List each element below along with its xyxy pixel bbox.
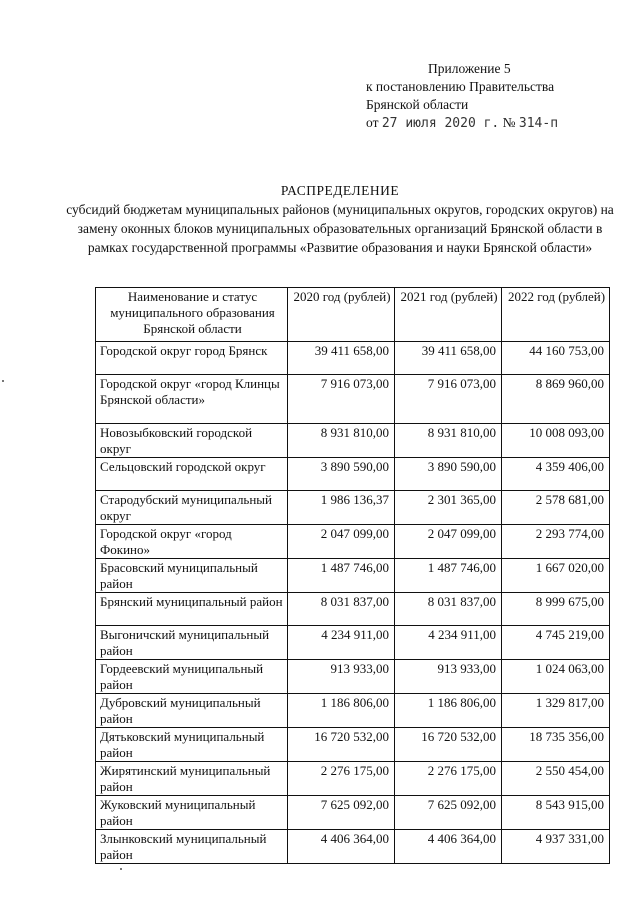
amount-2021-cell: 2 047 099,00: [395, 525, 502, 559]
amount-2021-cell: 7 916 073,00: [395, 375, 502, 424]
table-row: [96, 593, 610, 626]
amount-2020-cell: 7 916 073,00: [288, 375, 395, 424]
amount-2022-cell: 8 869 960,00: [502, 375, 610, 424]
municipality-name-cell: Дятьковский муниципальный район: [96, 728, 288, 762]
table-row: [96, 830, 610, 864]
amount-2022-cell: 18 735 356,00: [502, 728, 610, 762]
table-body: [96, 342, 610, 864]
municipality-name-cell: Гордеевский муниципальный район: [96, 660, 288, 694]
amount-2021-cell: 8 931 810,00: [395, 424, 502, 458]
number-value: 314-п: [518, 116, 559, 131]
amount-2021-cell: 16 720 532,00: [395, 728, 502, 762]
municipality-name-cell: Брасовский муниципальный район: [96, 559, 288, 593]
table-row: [96, 694, 610, 728]
amount-2022-cell: 4 745 219,00: [502, 626, 610, 660]
document-subtitle: субсидий бюджетам муниципальных районов (муниципальных округов, городских округов) на замену оконных блоков муниципальных образовательных организаций Брянской области в рамках государственной программы «Развитие образования и науки Брянской области»: [66, 202, 614, 255]
amount-2022-cell: 1 667 020,00: [502, 559, 610, 593]
table-row: [96, 424, 610, 458]
municipality-name-cell: Новозыбковский городской округ: [96, 424, 288, 458]
amount-2022-cell: 1 329 817,00: [502, 694, 610, 728]
number-sign: №: [502, 115, 516, 130]
amount-2022-cell: 2 550 454,00: [502, 762, 610, 796]
amount-2021-cell: 4 406 364,00: [395, 830, 502, 864]
column-header-2020: 2020 год (рублей): [288, 288, 395, 342]
amount-2021-cell: 3 890 590,00: [395, 458, 502, 491]
municipality-name-cell: Жуковский муниципальный район: [96, 796, 288, 830]
amount-2022-cell: 8 999 675,00: [502, 593, 610, 626]
amount-2021-cell: 2 301 365,00: [395, 491, 502, 525]
amount-2022-cell: 44 160 753,00: [502, 342, 610, 375]
attachment-block: [366, 60, 558, 133]
amount-2021-cell: 2 276 175,00: [395, 762, 502, 796]
municipality-name-cell: Городской округ город Брянск: [96, 342, 288, 375]
document-heading: [60, 181, 620, 257]
municipality-name-cell: Дубровский муниципальный район: [96, 694, 288, 728]
amount-2020-cell: 39 411 658,00: [288, 342, 395, 375]
scan-speck: [120, 868, 122, 870]
table-row: [96, 660, 610, 694]
table-row: [96, 491, 610, 525]
municipality-name-cell: Выгоничский муниципальный район: [96, 626, 288, 660]
amount-2022-cell: 8 543 915,00: [502, 796, 610, 830]
amount-2022-cell: 2 293 774,00: [502, 525, 610, 559]
amount-2020-cell: 8 931 810,00: [288, 424, 395, 458]
table-row: [96, 762, 610, 796]
amount-2021-cell: 1 186 806,00: [395, 694, 502, 728]
column-header-name: Наименование и статус муниципального образования Брянской области: [96, 288, 288, 342]
municipality-name-cell: Городской округ «город Клинцы Брянской области»: [96, 375, 288, 424]
table-row: [96, 728, 610, 762]
amount-2020-cell: 2 276 175,00: [288, 762, 395, 796]
table-row: [96, 458, 610, 491]
table-row: [96, 525, 610, 559]
date-prefix: от: [366, 115, 379, 130]
amount-2020-cell: 913 933,00: [288, 660, 395, 694]
column-header-2021: 2021 год (рублей): [395, 288, 502, 342]
table-row: [96, 796, 610, 830]
amount-2020-cell: 16 720 532,00: [288, 728, 395, 762]
amount-2022-cell: 1 024 063,00: [502, 660, 610, 694]
municipality-name-cell: Брянский муниципальный район: [96, 593, 288, 626]
amount-2020-cell: 2 047 099,00: [288, 525, 395, 559]
amount-2022-cell: 4 359 406,00: [502, 458, 610, 491]
municipality-name-cell: Сельцовский городской округ: [96, 458, 288, 491]
municipality-name-cell: Городской округ «город Фокино»: [96, 525, 288, 559]
table-row: [96, 375, 610, 424]
amount-2021-cell: 8 031 837,00: [395, 593, 502, 626]
amount-2022-cell: 4 937 331,00: [502, 830, 610, 864]
amount-2020-cell: 8 031 837,00: [288, 593, 395, 626]
amount-2020-cell: 4 234 911,00: [288, 626, 395, 660]
date-value: 27 июля 2020 г.: [381, 116, 500, 131]
table-row: [96, 559, 610, 593]
amount-2021-cell: 913 933,00: [395, 660, 502, 694]
amount-2022-cell: 2 578 681,00: [502, 491, 610, 525]
amount-2020-cell: 4 406 364,00: [288, 830, 395, 864]
amount-2021-cell: 4 234 911,00: [395, 626, 502, 660]
attachment-resolution: к постановлению Правительства: [366, 79, 555, 94]
table-row: [96, 342, 610, 375]
municipality-name-cell: Стародубский муниципальный округ: [96, 491, 288, 525]
column-header-2022: 2022 год (рублей): [502, 288, 610, 342]
amount-2020-cell: 1 186 806,00: [288, 694, 395, 728]
attachment-number: Приложение 5: [428, 61, 511, 76]
amount-2020-cell: 3 890 590,00: [288, 458, 395, 491]
amount-2020-cell: 1 487 746,00: [288, 559, 395, 593]
amount-2022-cell: 10 008 093,00: [502, 424, 610, 458]
amount-2020-cell: 1 986 136,37: [288, 491, 395, 525]
scan-speck: [2, 380, 4, 382]
amount-2021-cell: 7 625 092,00: [395, 796, 502, 830]
table-row: [96, 626, 610, 660]
amount-2021-cell: 1 487 746,00: [395, 559, 502, 593]
amount-2021-cell: 39 411 658,00: [395, 342, 502, 375]
amount-2020-cell: 7 625 092,00: [288, 796, 395, 830]
table-header-row: [96, 288, 610, 342]
municipality-name-cell: Жирятинский муниципальный район: [96, 762, 288, 796]
attachment-region: Брянской области: [366, 97, 469, 112]
distribution-table: [95, 287, 610, 864]
municipality-name-cell: Злынковский муниципальный район: [96, 830, 288, 864]
document-title: РАСПРЕДЕЛЕНИЕ: [280, 183, 400, 198]
attachment-date-line: [366, 114, 558, 133]
